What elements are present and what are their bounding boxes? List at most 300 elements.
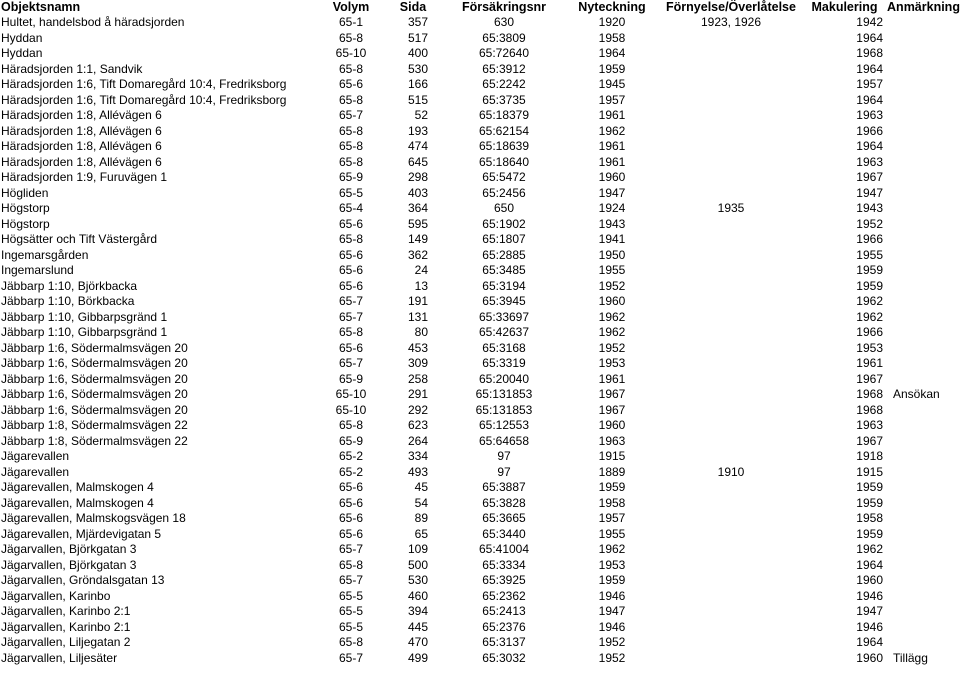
cell-fornyelse: [660, 62, 802, 78]
cell-volym: 65-5: [338, 588, 364, 603]
cell-objektsnamn: Jägarevallen, Mjärdevigatan 5: [1, 526, 162, 541]
cell-anmarkning: [887, 124, 960, 140]
cell-makulering: 1964: [856, 92, 883, 107]
cell-sida: 309: [407, 356, 428, 370]
cell-fornyelse: [660, 186, 802, 202]
cell-fornyelse: [660, 155, 802, 171]
cell-anmarkning: [887, 496, 960, 512]
cell-nyteckning: 1952: [598, 635, 626, 649]
cell-forsakringsnr: 65:41004: [478, 542, 530, 556]
cell-makulering: 1959: [856, 278, 883, 293]
cell-objektsnamn: Jägarevallen: [1, 449, 70, 463]
cell-volym: 65-6: [338, 216, 364, 231]
cell-makulering: 1960: [856, 650, 883, 665]
cell-volym: 65-7: [338, 294, 364, 308]
cell-anmarkning: [887, 372, 960, 388]
cell-forsakringsnr: 65:3828: [482, 495, 526, 510]
cell-volym: 65-7: [338, 309, 364, 324]
table-row: [0, 356, 960, 372]
cell-fornyelse: [660, 604, 802, 620]
table-row: [0, 279, 960, 295]
cell-makulering: 1955: [856, 247, 883, 262]
cell-makulering: 1953: [856, 340, 883, 355]
cell-anmarkning: [887, 527, 960, 543]
cell-objektsnamn: Jäbbarp 1:10, Gibbarpsgränd 1: [1, 325, 168, 339]
cell-forsakringsnr: 650: [493, 201, 515, 215]
cell-objektsnamn: Jägarevallen, Malmskogsvägen 18: [1, 511, 186, 525]
cell-forsakringsnr: 65:3168: [482, 340, 526, 355]
cell-fornyelse: [660, 527, 802, 543]
cell-makulering: 1915: [856, 464, 883, 479]
cell-objektsnamn: Jägarevallen, Malmskogen 4: [1, 495, 154, 510]
header-anmarkning: Anmärkning: [887, 0, 960, 14]
cell-fornyelse: [660, 542, 802, 558]
cell-objektsnamn: Häradsjorden 1:8, Allévägen 6: [1, 139, 162, 153]
header-row: [0, 0, 960, 15]
cell-fornyelse: [660, 480, 802, 496]
table-row: [0, 62, 960, 78]
cell-anmarkning: [887, 155, 960, 171]
cell-nyteckning: 1889: [598, 464, 626, 479]
cell-forsakringsnr: 65:3735: [482, 92, 526, 107]
cell-objektsnamn: Högliden: [1, 185, 49, 200]
cell-volym: 65-9: [338, 371, 364, 386]
cell-volym: 65-7: [338, 542, 364, 556]
cell-fornyelse: [660, 341, 802, 357]
table-row: [0, 77, 960, 93]
cell-anmarkning: [887, 480, 960, 496]
table-row: [0, 372, 960, 388]
cell-sida: 166: [407, 77, 428, 91]
cell-volym: 65-8: [338, 92, 364, 107]
cell-nyteckning: 1967: [598, 387, 626, 401]
cell-forsakringsnr: 65:3912: [482, 61, 526, 76]
cell-makulering: 1968: [856, 402, 883, 417]
cell-nyteckning: 1957: [598, 511, 626, 525]
cell-sida: 645: [407, 154, 428, 169]
cell-sida: 193: [407, 123, 428, 138]
cell-makulering: 1960: [856, 573, 883, 587]
cell-volym: 65-6: [338, 480, 364, 494]
cell-makulering: 1962: [856, 294, 883, 308]
cell-anmarkning: [887, 573, 960, 589]
cell-makulering: 1967: [856, 170, 883, 184]
cell-fornyelse: [660, 93, 802, 109]
cell-anmarkning: [887, 403, 960, 419]
cell-fornyelse: [660, 387, 802, 403]
cell-fornyelse: [660, 77, 802, 93]
cell-forsakringsnr: 97: [497, 449, 511, 463]
cell-sida: 394: [407, 604, 428, 618]
cell-sida: 453: [407, 340, 428, 355]
cell-forsakringsnr: 65:1807: [482, 232, 526, 246]
table-row: [0, 620, 960, 636]
cell-forsakringsnr: 65:5472: [482, 170, 526, 184]
cell-forsakringsnr: 65:33697: [478, 309, 530, 324]
cell-objektsnamn: Häradsjorden 1:1, Sandvik: [1, 61, 143, 76]
cell-anmarkning: [887, 635, 960, 651]
cell-anmarkning: [887, 434, 960, 450]
cell-nyteckning: 1952: [598, 650, 626, 665]
cell-fornyelse: [660, 139, 802, 155]
header-fornyelse: Förnyelse/Överlåtelse: [666, 0, 796, 14]
table-row: [0, 93, 960, 109]
table-row: [0, 651, 960, 667]
cell-anmarkning: [887, 46, 960, 62]
table-row: [0, 542, 960, 558]
cell-objektsnamn: Häradsjorden 1:6, Tift Domaregård 10:4, Fredriksborg: [1, 77, 287, 91]
cell-objektsnamn: Häradsjorden 1:9, Furuvägen 1: [1, 170, 168, 184]
cell-fornyelse: [660, 620, 802, 636]
cell-sida: 149: [407, 232, 428, 246]
cell-volym: 65-6: [338, 495, 364, 510]
cell-anmarkning: [887, 93, 960, 109]
table-row: [0, 449, 960, 465]
cell-fornyelse: 1923, 1926: [700, 15, 762, 29]
cell-objektsnamn: Högsätter och Tift Västergård: [1, 232, 158, 246]
cell-volym: 65-7: [338, 356, 364, 370]
cell-volym: 65-1: [338, 15, 364, 29]
cell-nyteckning: 1941: [598, 232, 626, 246]
cell-forsakringsnr: 65:3032: [482, 650, 526, 665]
cell-fornyelse: [660, 651, 802, 667]
cell-sida: 623: [407, 418, 428, 432]
cell-nyteckning: 1960: [598, 294, 626, 308]
cell-sida: 400: [407, 46, 428, 60]
cell-fornyelse: [660, 558, 802, 574]
cell-fornyelse: [660, 46, 802, 62]
table-row: [0, 480, 960, 496]
cell-anmarkning: [887, 604, 960, 620]
cell-nyteckning: 1950: [598, 247, 626, 262]
cell-sida: 24: [414, 263, 428, 277]
table-row: [0, 232, 960, 248]
cell-fornyelse: [660, 310, 802, 326]
table-body: [0, 15, 960, 666]
cell-makulering: 1964: [856, 61, 883, 76]
cell-objektsnamn: Häradsjorden 1:8, Allévägen 6: [1, 108, 162, 122]
cell-nyteckning: 1952: [598, 278, 626, 293]
cell-sida: 89: [414, 511, 428, 525]
cell-forsakringsnr: 65:3809: [482, 30, 526, 45]
cell-volym: 65-6: [338, 77, 364, 91]
cell-nyteckning: 1945: [598, 77, 626, 91]
cell-anmarkning: [887, 341, 960, 357]
table-row: [0, 418, 960, 434]
cell-volym: 65-10: [335, 387, 367, 401]
table-row: [0, 124, 960, 140]
cell-anmarkning: [887, 542, 960, 558]
cell-anmarkning: Ansökan: [893, 387, 940, 401]
cell-sida: 298: [407, 170, 428, 184]
cell-fornyelse: [660, 635, 802, 651]
cell-fornyelse: [660, 263, 802, 279]
cell-forsakringsnr: 65:42637: [478, 325, 530, 339]
cell-sida: 45: [414, 480, 428, 494]
cell-nyteckning: 1943: [598, 216, 626, 231]
cell-volym: 65-8: [338, 635, 364, 649]
cell-anmarkning: [887, 217, 960, 233]
cell-makulering: 1967: [856, 371, 883, 386]
cell-sida: 474: [407, 139, 428, 153]
cell-objektsnamn: Ingemarsgården: [1, 247, 89, 262]
cell-makulering: 1918: [856, 449, 883, 463]
cell-makulering: 1959: [856, 495, 883, 510]
cell-makulering: 1947: [856, 604, 883, 618]
cell-sida: 364: [407, 201, 428, 215]
cell-volym: 65-6: [338, 278, 364, 293]
table-row: [0, 15, 960, 31]
cell-sida: 264: [407, 433, 428, 448]
cell-volym: 65-7: [338, 573, 364, 587]
header-volym: Volym: [332, 0, 370, 14]
cell-makulering: 1959: [856, 526, 883, 541]
cell-forsakringsnr: 65:3194: [482, 278, 526, 293]
cell-objektsnamn: Jägarvallen, Karinbo 2:1: [1, 619, 131, 634]
cell-volym: 65-10: [335, 402, 367, 417]
cell-sida: 334: [407, 449, 428, 463]
table-row: [0, 527, 960, 543]
cell-nyteckning: 1920: [598, 15, 626, 29]
cell-fornyelse: [660, 418, 802, 434]
cell-volym: 65-5: [338, 619, 364, 634]
cell-forsakringsnr: 65:64658: [478, 433, 530, 448]
cell-forsakringsnr: 65:62154: [478, 123, 530, 138]
cell-objektsnamn: Jäbbarp 1:10, Börkbacka: [1, 294, 135, 308]
cell-nyteckning: 1946: [598, 619, 626, 634]
cell-forsakringsnr: 65:3485: [482, 263, 526, 277]
cell-anmarkning: Tillägg: [893, 650, 928, 665]
cell-volym: 65-6: [338, 511, 364, 525]
cell-makulering: 1952: [856, 216, 883, 231]
cell-volym: 65-9: [338, 433, 364, 448]
cell-sida: 291: [407, 387, 428, 401]
cell-anmarkning: [887, 418, 960, 434]
cell-makulering: 1942: [856, 15, 883, 29]
cell-sida: 191: [407, 294, 428, 308]
table-row: [0, 170, 960, 186]
cell-nyteckning: 1962: [598, 123, 626, 138]
table-row: [0, 604, 960, 620]
cell-nyteckning: 1947: [598, 185, 626, 200]
cell-nyteckning: 1958: [598, 30, 626, 45]
cell-anmarkning: [887, 31, 960, 47]
header-sida: Sida: [399, 0, 427, 14]
cell-fornyelse: [660, 589, 802, 605]
cell-objektsnamn: Jägarvallen, Björkgatan 3: [1, 557, 137, 572]
cell-objektsnamn: Jägarvallen, Björkgatan 3: [1, 542, 137, 556]
cell-fornyelse: [660, 511, 802, 527]
cell-objektsnamn: Jäbbarp 1:6, Södermalmsvägen 20: [1, 340, 188, 355]
cell-sida: 109: [407, 542, 428, 556]
cell-volym: 65-4: [338, 201, 364, 215]
cell-fornyelse: [660, 124, 802, 140]
table-row: [0, 511, 960, 527]
cell-objektsnamn: Jäbbarp 1:10, Björkbacka: [1, 278, 138, 293]
cell-nyteckning: 1963: [598, 433, 626, 448]
cell-nyteckning: 1960: [598, 418, 626, 432]
cell-objektsnamn: Jägarevallen: [1, 464, 70, 479]
cell-forsakringsnr: 65:2362: [482, 588, 526, 603]
cell-anmarkning: [887, 620, 960, 636]
cell-fornyelse: [660, 372, 802, 388]
cell-forsakringsnr: 65:1902: [482, 216, 526, 231]
cell-fornyelse: [660, 108, 802, 124]
cell-forsakringsnr: 65:131853: [475, 387, 533, 401]
cell-makulering: 1968: [856, 387, 883, 401]
cell-volym: 65-6: [338, 247, 364, 262]
cell-sida: 517: [407, 30, 428, 45]
cell-volym: 65-2: [338, 449, 364, 463]
cell-forsakringsnr: 65:12553: [478, 418, 530, 432]
cell-anmarkning: [887, 15, 960, 31]
cell-fornyelse: [660, 325, 802, 341]
cell-anmarkning: [887, 294, 960, 310]
cell-objektsnamn: Hyddan: [1, 30, 43, 45]
table-row: [0, 201, 960, 217]
cell-makulering: 1959: [856, 263, 883, 277]
cell-objektsnamn: Jäbbarp 1:8, Södermalmsvägen 22: [1, 433, 188, 448]
cell-volym: 65-6: [338, 263, 364, 277]
cell-volym: 65-6: [338, 526, 364, 541]
cell-forsakringsnr: 65:2376: [482, 619, 526, 634]
cell-makulering: 1962: [856, 542, 883, 556]
cell-fornyelse: [660, 356, 802, 372]
cell-sida: 52: [414, 108, 428, 122]
cell-makulering: 1963: [856, 108, 883, 122]
cell-volym: 65-8: [338, 61, 364, 76]
cell-volym: 65-6: [338, 340, 364, 355]
cell-anmarkning: [887, 279, 960, 295]
table-row: [0, 341, 960, 357]
cell-fornyelse: [660, 217, 802, 233]
cell-makulering: 1964: [856, 557, 883, 572]
cell-volym: 65-10: [335, 46, 367, 60]
cell-makulering: 1967: [856, 433, 883, 448]
cell-sida: 499: [407, 650, 428, 665]
cell-anmarkning: [887, 186, 960, 202]
cell-volym: 65-2: [338, 464, 364, 479]
cell-makulering: 1959: [856, 480, 883, 494]
cell-forsakringsnr: 65:131853: [475, 402, 533, 417]
cell-sida: 292: [407, 402, 428, 417]
cell-nyteckning: 1947: [598, 604, 626, 618]
cell-nyteckning: 1961: [598, 154, 626, 169]
header-forsakringsnr: Försäkringsnr: [461, 0, 547, 14]
cell-anmarkning: [887, 558, 960, 574]
cell-makulering: 1963: [856, 418, 883, 432]
table-row: [0, 589, 960, 605]
cell-sida: 530: [407, 61, 428, 76]
cell-volym: 65-5: [338, 185, 364, 200]
cell-nyteckning: 1959: [598, 573, 626, 587]
cell-nyteckning: 1959: [598, 480, 626, 494]
cell-fornyelse: [660, 232, 802, 248]
cell-volym: 65-8: [338, 325, 364, 339]
cell-nyteckning: 1962: [598, 325, 626, 339]
cell-objektsnamn: Jägarvallen, Karinbo: [1, 588, 111, 603]
cell-anmarkning: [887, 511, 960, 527]
cell-fornyelse: [660, 294, 802, 310]
cell-forsakringsnr: 65:18379: [478, 108, 530, 122]
table-row: [0, 217, 960, 233]
cell-objektsnamn: Häradsjorden 1:8, Allévägen 6: [1, 154, 162, 169]
table-row: [0, 403, 960, 419]
table-row: [0, 155, 960, 171]
cell-fornyelse: 1910: [717, 464, 745, 479]
cell-forsakringsnr: 65:18639: [478, 139, 530, 153]
cell-makulering: 1964: [856, 139, 883, 153]
cell-sida: 460: [407, 588, 428, 603]
cell-volym: 65-9: [338, 170, 364, 184]
cell-forsakringsnr: 65:3319: [482, 356, 526, 370]
cell-makulering: 1961: [856, 356, 883, 370]
cell-fornyelse: [660, 403, 802, 419]
cell-makulering: 1963: [856, 154, 883, 169]
cell-objektsnamn: Ingemarslund: [1, 263, 74, 277]
cell-sida: 515: [407, 92, 428, 107]
cell-anmarkning: [887, 232, 960, 248]
cell-forsakringsnr: 65:3334: [482, 557, 526, 572]
table-row: [0, 635, 960, 651]
cell-anmarkning: [887, 325, 960, 341]
table-row: [0, 46, 960, 62]
table-row: [0, 496, 960, 512]
table-row: [0, 558, 960, 574]
header-nyteckning: Nyteckning: [578, 0, 646, 14]
cell-forsakringsnr: 97: [497, 464, 511, 479]
cell-nyteckning: 1915: [598, 449, 626, 463]
cell-objektsnamn: Jäbbarp 1:6, Södermalmsvägen 20: [1, 387, 188, 401]
cell-nyteckning: 1952: [598, 340, 626, 355]
cell-nyteckning: 1961: [598, 371, 626, 386]
cell-fornyelse: [660, 573, 802, 589]
cell-makulering: 1964: [856, 30, 883, 45]
cell-nyteckning: 1961: [598, 139, 626, 153]
cell-nyteckning: 1960: [598, 170, 626, 184]
cell-anmarkning: [887, 263, 960, 279]
cell-volym: 65-7: [338, 650, 364, 665]
cell-forsakringsnr: 65:72640: [478, 46, 530, 60]
table-row: [0, 465, 960, 481]
cell-sida: 470: [407, 635, 428, 649]
cell-forsakringsnr: 65:3440: [482, 526, 526, 541]
cell-forsakringsnr: 65:3665: [482, 511, 526, 525]
cell-sida: 54: [414, 495, 428, 510]
cell-sida: 445: [407, 619, 428, 634]
cell-sida: 493: [407, 464, 428, 479]
cell-anmarkning: [887, 248, 960, 264]
cell-fornyelse: [660, 31, 802, 47]
cell-volym: 65-8: [338, 557, 364, 572]
cell-makulering: 1947: [856, 185, 883, 200]
cell-objektsnamn: Högstorp: [1, 216, 50, 231]
cell-anmarkning: [887, 310, 960, 326]
cell-volym: 65-8: [338, 154, 364, 169]
cell-anmarkning: [887, 201, 960, 217]
cell-sida: 65: [414, 526, 428, 541]
cell-forsakringsnr: 65:20040: [478, 371, 530, 386]
cell-fornyelse: 1935: [717, 201, 745, 215]
cell-forsakringsnr: 65:2242: [482, 77, 526, 91]
cell-objektsnamn: Jäbbarp 1:6, Södermalmsvägen 20: [1, 402, 188, 417]
cell-sida: 131: [407, 309, 428, 324]
table-row: [0, 387, 960, 403]
cell-volym: 65-5: [338, 604, 364, 618]
cell-objektsnamn: Jäbbarp 1:6, Södermalmsvägen 20: [1, 371, 188, 386]
cell-makulering: 1962: [856, 309, 883, 324]
cell-sida: 258: [407, 371, 428, 386]
